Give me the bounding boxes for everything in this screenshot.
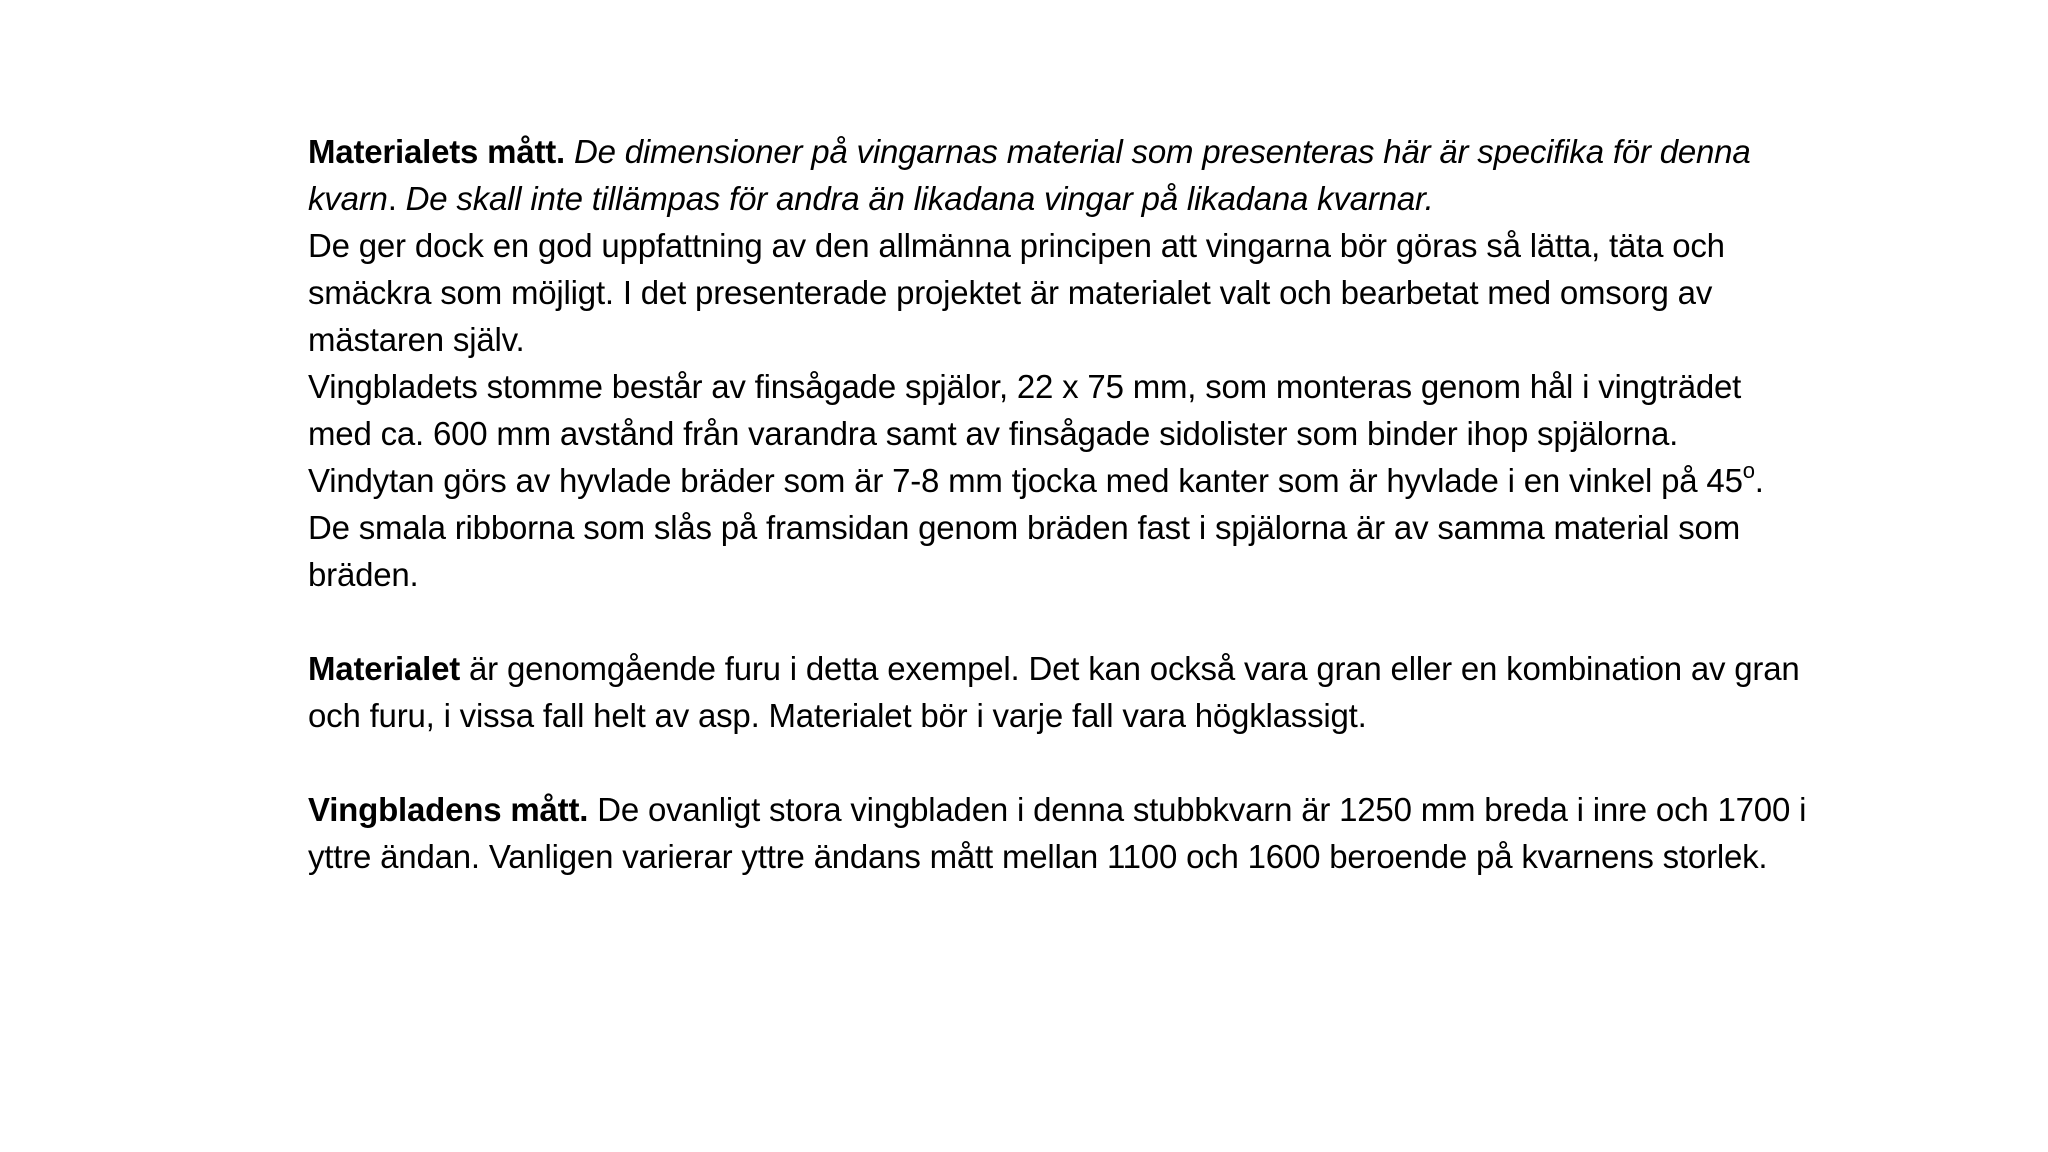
materials-dimensions-italic-note-1: De dimensioner på vingarnas material som presenteras här är specifika för denna kvarn xyxy=(308,133,1751,217)
materials-dimensions-heading: Materialets mått. xyxy=(308,133,566,170)
materials-dimensions-period: . xyxy=(387,180,397,217)
blade-dimensions-heading: Vingbladens mått. xyxy=(308,791,589,828)
materials-principle-paragraph: De ger dock en god uppfattning av den allmänna principen att vingarna bör göras så lätta, täta och smäckra som möjligt. I det presenterade projektet är materialet valt och bearbetat med omsorg av mästaren själv. xyxy=(308,227,1725,358)
wing-frame-text-a: Vingbladets stomme består av finsågade spjälor, 22 x 75 mm, som monteras genom hål i vingträdet med ca. 600 mm avstånd från varandra samt av finsågade sidolister som binder ihop spjälorna. Vindytan görs av hyvlade bräder som är 7-8 mm tjocka med kanter som är hyvlade i en vinkel på 45 xyxy=(308,368,1743,499)
materials-dimensions-italic-note-2: De skall inte tillämpas för andra än likadana vingar på likadana kvarnar. xyxy=(405,180,1434,217)
slide-text-body xyxy=(308,128,1808,880)
degree-symbol: o xyxy=(1742,458,1755,483)
wing-frame-text-b: . De smala ribborna som slås på framsidan genom bräden fast i spjälorna är av samma material som bräden. xyxy=(308,462,1764,593)
paragraph-spacer xyxy=(308,739,1808,786)
paragraph-spacer xyxy=(308,598,1808,645)
blade-dimensions-text: De ovanligt stora vingbladen i denna stubbkvarn är 1250 mm breda i inre och 1700 i yttre ändan. Vanligen varierar yttre ändans mått mellan 1100 och 1600 beroende på kvarnens storlek. xyxy=(308,791,1807,875)
material-type-text: är genomgående furu i detta exempel. Det kan också vara gran eller en kombination av gran och furu, i vissa fall helt av asp. Materialet bör i varje fall vara högklassigt. xyxy=(308,650,1800,734)
material-type-heading: Materialet xyxy=(308,650,461,687)
materials-dimensions-intro xyxy=(308,128,1808,222)
blade-dimensions-paragraph xyxy=(308,786,1808,880)
wing-frame-paragraph xyxy=(308,363,1808,598)
material-type-paragraph xyxy=(308,645,1808,739)
